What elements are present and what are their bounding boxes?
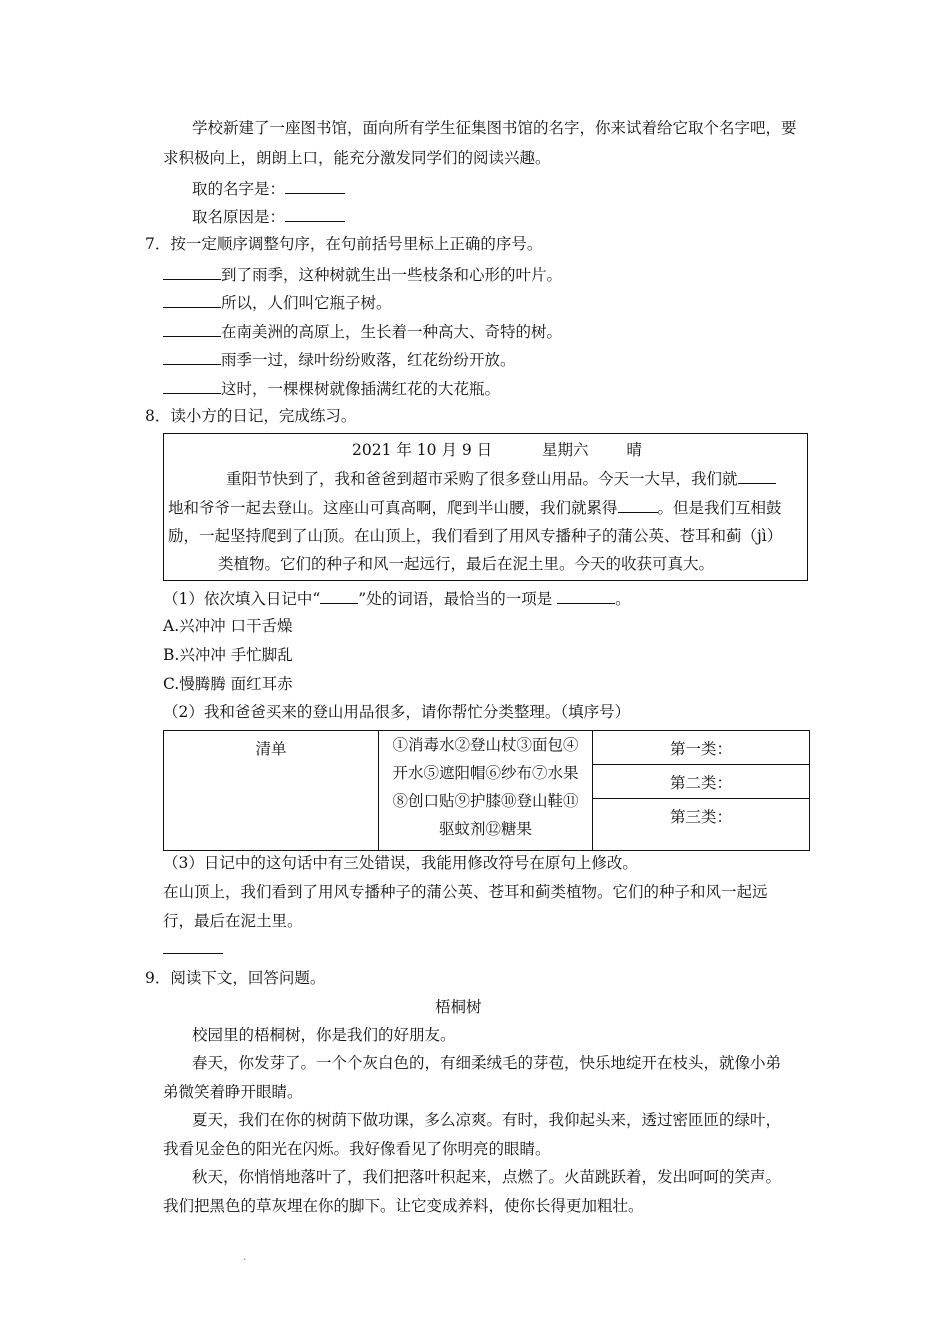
list-item: 驱蚊剂⑫糖果 <box>438 820 532 838</box>
q7-item <box>163 321 562 342</box>
q7-item-text: 在南美洲的高原上，生长着一种高大、奇特的树。 <box>221 323 563 341</box>
q8-sub1-text-a: （1）依次填入日记中“ <box>163 590 321 608</box>
classification-table <box>163 730 810 851</box>
q7-blank[interactable] <box>163 321 221 337</box>
article-title: 梧桐树 <box>435 998 482 1016</box>
q8-sub3-answer <box>163 938 223 959</box>
q8-sub3-prompt: （3）日记中的这句话中有三处错误，我能用修改符号在原句上修改。 <box>163 854 638 872</box>
category-cell-1[interactable] <box>593 731 810 765</box>
q7-blank[interactable] <box>163 292 221 308</box>
q8-sub3-answer-blank[interactable] <box>163 938 223 954</box>
name-prompt <box>192 178 345 199</box>
q7-item-text: 雨季一过，绿叶纷纷败落，红花纷纷开放。 <box>221 351 516 369</box>
table-list-cell <box>379 731 593 851</box>
q8-title: 8．读小方的日记，完成练习。 <box>145 407 357 425</box>
list-item: 开水⑤遮阳帽⑥纱布⑦水果 <box>392 764 579 782</box>
q8-sub2-prompt: （2）我和爸爸买来的登山用品很多，请你帮忙分类整理。（填序号） <box>163 703 631 721</box>
name-blank[interactable] <box>285 178 345 194</box>
reason-label: 取名原因是： <box>192 208 286 226</box>
article-paragraph: 春天，你发芽了。一个个灰白色的，有细柔绒毛的芽苞，快乐地绽开在枝头，就像小弟 <box>192 1054 782 1072</box>
list-item: ①消毒水②登山杖③面包④ <box>392 736 579 754</box>
q7-blank[interactable] <box>163 378 221 394</box>
reason-blank[interactable] <box>285 206 345 222</box>
diary-weekday: 星期六 <box>542 441 589 459</box>
diary-line-2 <box>168 497 782 518</box>
q8-sub1-text-c: 。 <box>615 590 631 608</box>
diary-line-1 <box>226 468 776 489</box>
category-label: 第二类： <box>669 774 732 792</box>
article-paragraph: 我看见金色的阳光在闪烁。我好像看见了你明亮的眼睛。 <box>163 1140 551 1158</box>
table-header-cell <box>164 731 379 851</box>
q7-item <box>163 349 516 370</box>
q7-item <box>163 292 392 313</box>
diary-blank-1[interactable] <box>738 468 776 484</box>
footer-mark: . <box>243 1252 247 1263</box>
q8-sub1-text-b: ”处的词语，最恰当的一项是 <box>358 590 553 608</box>
q8-option-b[interactable]: B.兴冲冲 手忙脚乱 <box>163 646 293 664</box>
q7-item-text: 所以，人们叫它瓶子树。 <box>221 294 392 312</box>
q7-blank[interactable] <box>163 264 221 280</box>
diary-box <box>163 433 808 581</box>
q8-sub1-prompt <box>163 588 631 609</box>
q8-sub3-line-2: 行，最后在泥土里。 <box>163 912 303 930</box>
list-item: ⑧创口贴⑨护膝⑩登山鞋⑪ <box>392 792 579 810</box>
q8-option-a[interactable]: A.兴冲冲 口干舌燥 <box>163 617 293 635</box>
q7-item <box>163 378 500 399</box>
diary-weather: 晴 <box>626 441 642 459</box>
category-label: 第一类： <box>669 740 732 758</box>
diary-text-2b: 。但是我们互相鼓 <box>657 499 782 517</box>
q7-item-text: 这时，一棵棵树就像插满红花的大花瓶。 <box>221 380 501 398</box>
q8-sub1-answer-blank[interactable] <box>557 588 615 604</box>
q7-item <box>163 264 562 285</box>
intro-line-2: 求积极向上，朗朗上口，能充分激发同学们的阅读兴趣。 <box>163 149 551 167</box>
diary-line-4: 类植物。它们的种子和风一起远行，最后在泥土里。今天的收获可真大。 <box>218 555 715 573</box>
diary-date: 2021 年 10 月 9 日 <box>352 441 493 459</box>
intro-line-1: 学校新建了一座图书馆，面向所有学生征集图书馆的名字，你来试着给它取个名字吧，要 <box>192 119 797 137</box>
article-paragraph: 弟微笑着睁开眼睛。 <box>163 1083 303 1101</box>
name-label: 取的名字是： <box>192 180 286 198</box>
q9-title: 9．阅读下文，回答问题。 <box>145 969 326 987</box>
diary-text-1: 重阳节快到了，我和爸爸到超市采购了很多登山用品。今天一大早，我们就 <box>226 470 738 488</box>
article-paragraph: 秋天，你悄悄地落叶了，我们把落叶积起来，点燃了。火苗跳跃着，发出呵呵的笑声。 <box>192 1168 782 1186</box>
category-label: 第三类： <box>669 808 732 826</box>
table-header: 清单 <box>255 740 287 758</box>
reason-prompt <box>192 206 345 227</box>
diary-date-line <box>352 440 642 460</box>
diary-blank-2[interactable] <box>618 497 658 513</box>
q8-sub1-inline-blank <box>320 588 358 604</box>
diary-line-3: 励，一起坚持爬到了山顶。在山顶上，我们看到了用风专播种子的蒲公英、苍耳和蓟（jì） <box>168 527 783 545</box>
article-paragraph: 校园里的梧桐树，你是我们的好朋友。 <box>192 1026 456 1044</box>
article-paragraph: 夏天，我们在你的树荫下做功课，多么凉爽。有时，我仰起头来，透过密匝匝的绿叶， <box>192 1111 782 1129</box>
category-cell-3[interactable] <box>593 799 810 851</box>
q8-sub3-line-1: 在山顶上，我们看到了用风专播种子的蒲公英、苍耳和蓟类植物。它们的种子和风一起远 <box>163 883 768 901</box>
article-paragraph: 我们把黑色的草灰埋在你的脚下。让它变成养料，使你长得更加粗壮。 <box>163 1197 644 1215</box>
diary-text-2a: 地和爷爷一起去登山。这座山可真高啊，爬到半山腰，我们就累得 <box>168 499 618 517</box>
q8-option-c[interactable]: C.慢腾腾 面红耳赤 <box>163 675 293 693</box>
q7-blank[interactable] <box>163 349 221 365</box>
q7-item-text: 到了雨季，这种树就生出一些枝条和心形的叶片。 <box>221 266 563 284</box>
q7-title: 7．按一定顺序调整句序，在句前括号里标上正确的序号。 <box>145 235 543 253</box>
category-cell-2[interactable] <box>593 765 810 799</box>
